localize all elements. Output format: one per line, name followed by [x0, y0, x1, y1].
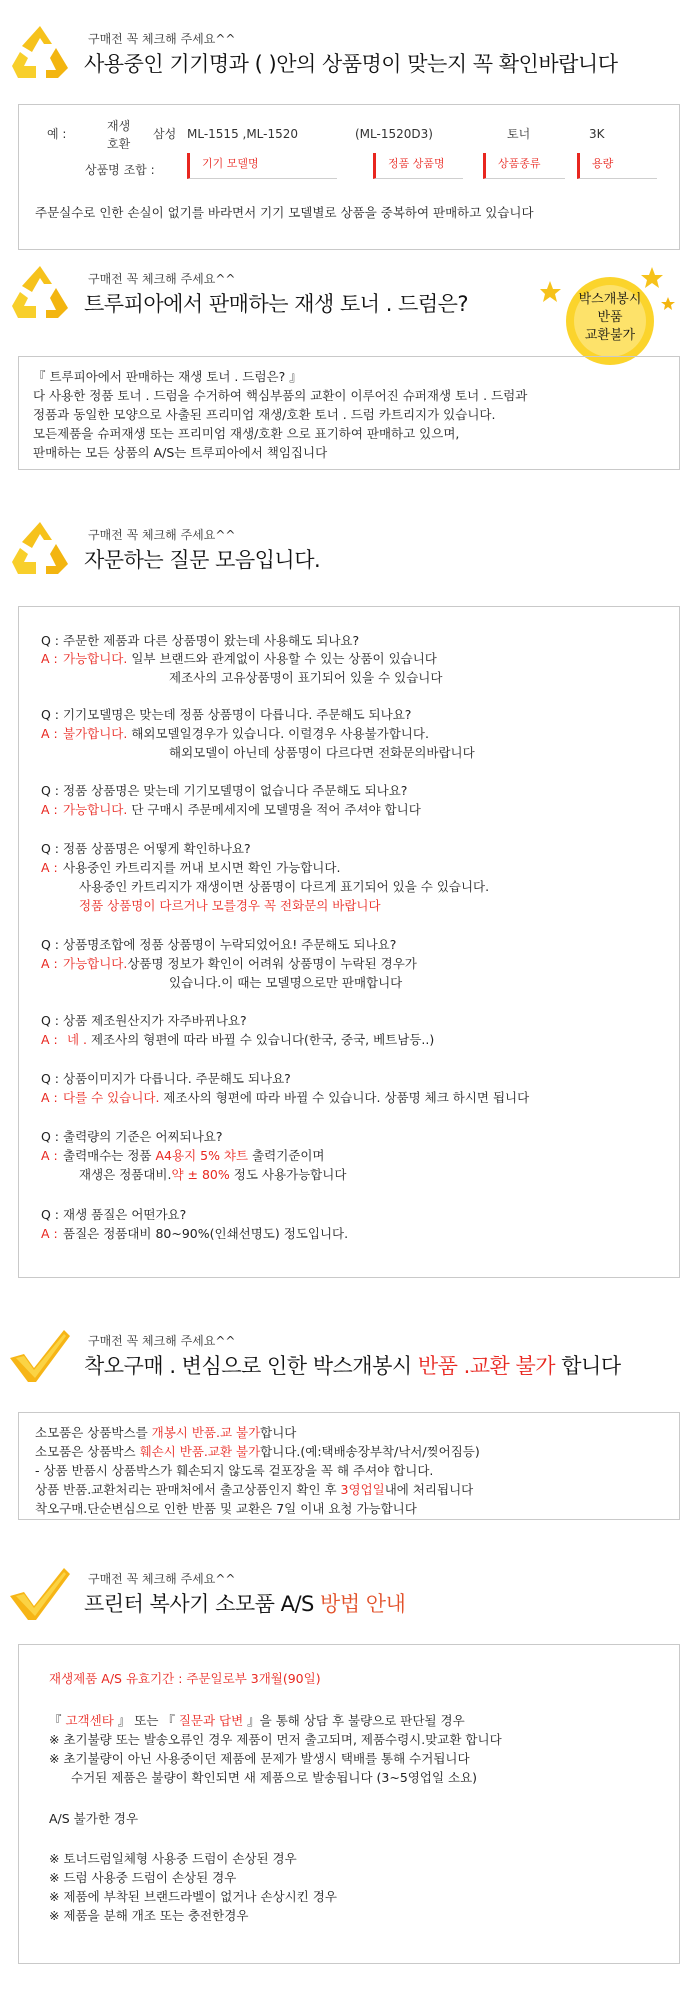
section5-line: 『 고객센타 』 또는 『 질문과 답변 』을 통해 상담 후 불량으로 판단될 경우: [49, 1713, 465, 1728]
section1-small-title: 구매전 꼭 체크해 주세요^^: [88, 32, 236, 46]
combo-part-product: 정품 상품명: [373, 153, 463, 179]
faq-question: Q : 주문한 제품과 다른 상품명이 왔는데 사용해도 되나요?: [41, 633, 360, 648]
faq-answer: A : 가능합니다.상품명 정보가 확인이 어려워 상품명이 누락된 경우가: [41, 956, 417, 971]
section5-title: 프린터 복사기 소모품 A/S 방법 안내: [84, 1592, 406, 1616]
faq-question: Q : 기기모델명은 맞는데 정품 상품명이 다릅니다. 주문해도 되나요?: [41, 707, 412, 722]
recycle-icon: [6, 262, 74, 324]
faq-question: Q : 정품 상품명은 맞는데 기기모델명이 없습니다 주문해도 되나요?: [41, 783, 408, 798]
faq-answer-extra: 사용중인 카트리지가 재생이면 상품명이 다르게 표기되어 있을 수 있습니다.: [79, 879, 490, 894]
faq-question: Q : 상품 제조원산지가 자주바뀌나요?: [41, 1013, 247, 1028]
section2-line: 다 사용한 정품 토너 . 드럼을 수거하여 핵심부품의 교환이 이루어진 슈퍼재생 토너 . 드럼과: [33, 388, 528, 403]
section4-line: 착오구매.단순변심으로 인한 반품 및 교환은 7일 이내 요청 가능합니다: [35, 1501, 417, 1516]
section4-header: [0, 1318, 700, 1388]
faq-answer-extra-red: 정품 상품명이 다르거나 모를경우 꼭 전화문의 바랍니다: [79, 898, 381, 913]
faq-answer: A : 불가합니다. 해외모델일경우가 있습니다. 이럴경우 사용불가합니다.: [41, 726, 429, 741]
kind-text: 토너: [507, 127, 531, 141]
section5-box: [18, 1644, 680, 1964]
section1-header: [0, 16, 700, 86]
section5-line: ※ 초기불량 또는 발송오류인 경우 제품이 먼저 출고되며, 제품수령시.맞교환 합니다: [49, 1732, 502, 1747]
brand-text: 삼성: [153, 127, 177, 141]
combo-part-kind: 상품종류: [483, 153, 565, 179]
faq-question: Q : 상품명조합에 정품 상품명이 누락되었어요! 주문해도 되나요?: [41, 937, 397, 952]
faq-question: Q : 재생 품질은 어떤가요?: [41, 1207, 187, 1222]
as-unavailable-item: ※ 제품을 분해 개조 또는 충전한경우: [49, 1908, 249, 1923]
section2-line: 정품과 동일한 모양으로 사출된 프리미엄 재생/호환 토너 . 드럼 카트리지가 있습니다.: [33, 407, 496, 422]
section2-line: 모든제품을 슈퍼재생 또는 프리미엄 재생/호환 으로 표기하여 판매하고 있으며,: [33, 426, 460, 441]
capacity-text: 3K: [589, 127, 605, 141]
section4-box: [18, 1412, 680, 1520]
checkmark-icon: [6, 1562, 74, 1624]
combo-part-model: 기기 모델명: [187, 153, 337, 179]
faq-answer-extra: 해외모델이 아닌데 상품명이 다르다면 전화문의바랍니다: [169, 745, 475, 760]
badge-text: [540, 291, 680, 345]
faq-answer: A : 가능합니다. 일부 브랜드와 관계없이 사용할 수 있는 상품이 있습니다: [41, 651, 437, 666]
as-unavailable-item: ※ 제품에 부착된 브랜드라벨이 없거나 손상시킨 경우: [49, 1889, 337, 1904]
section5-header: [0, 1556, 700, 1626]
section3-box: [18, 606, 680, 1278]
badge-line-1: 박스개봉시: [578, 292, 642, 307]
faq-answer: A : 다를 수 있습니다. 제조사의 형편에 따라 바뀔 수 있습니다. 상품명 체크 하시면 됩니다: [41, 1090, 530, 1105]
faq-answer-extra: 있습니다.이 때는 모델명으로만 판매합니다: [169, 975, 403, 990]
faq-answer: A : 네 . 제조사의 형편에 따라 바뀔 수 있습니다(한국, 중국, 베트남등..): [41, 1032, 435, 1047]
model-text: ML-1515 ,ML-1520: [187, 127, 299, 141]
product-code-text: (ML-1520D3): [355, 127, 433, 141]
no-return-badge: [540, 263, 680, 371]
recycle-icon: [6, 518, 74, 580]
faq-answer-extra: 재생은 정품대비.약 ± 80% 정도 사용가능합니다: [79, 1167, 347, 1182]
example-label: 예 :: [47, 127, 67, 141]
section5-small-title: 구매전 꼭 체크해 주세요^^: [88, 1572, 236, 1586]
section2-line: 『 트루피아에서 판매하는 재생 토너 . 드럼은? 』: [33, 369, 302, 384]
regen-label-2: 호환: [107, 137, 131, 151]
as-unavailable-item: ※ 드럼 사용중 드럼이 손상된 경우: [49, 1870, 237, 1885]
faq-answer: A : 품질은 정품대비 80~90%(인쇄선명도) 정도입니다.: [41, 1226, 349, 1241]
section1-note: 주문실수로 인한 손실이 없기를 바라면서 기기 모델별로 상품을 중복하여 판매하고 있습니다: [35, 205, 534, 220]
faq-answer: A : 사용중인 카트리지를 꺼내 보시면 확인 가능합니다.: [41, 860, 341, 875]
faq-answer-extra: 제조사의 고유상품명이 표기되어 있을 수 있습니다: [169, 670, 443, 685]
combo-label: 상품명 조합 :: [85, 163, 155, 177]
as-unavailable-title: A/S 불가한 경우: [49, 1811, 139, 1826]
section2-title: 트루피아에서 판매하는 재생 토너 . 드럼은?: [84, 292, 469, 316]
regen-label-1: 재생: [107, 119, 131, 133]
faq-answer: A : 가능합니다. 단 구매시 주문메세지에 모델명을 적어 주셔야 합니다: [41, 802, 421, 817]
faq-question: Q : 정품 상품명은 어떻게 확인하나요?: [41, 841, 251, 856]
section2-box: [18, 356, 680, 470]
section3-title: 자문하는 질문 모음입니다.: [84, 548, 321, 572]
section1-title: 사용중인 기기명과 ( )안의 상품명이 맞는지 꼭 확인바랍니다: [84, 52, 618, 76]
section5-line: 수거된 제품은 불량이 확인되면 새 제품으로 발송됩니다 (3~5영업일 소요): [71, 1770, 478, 1785]
section1-box: [18, 104, 680, 250]
section4-line: 소모품은 상품박스 훼손시 반품.교환 불가합니다.(예:택배송장부착/낙서/찢어짐등): [35, 1444, 480, 1459]
section3-small-title: 구매전 꼭 체크해 주세요^^: [88, 528, 236, 542]
section5-line: ※ 초기불량이 아닌 사용중이던 제품에 문제가 발생시 택배를 통해 수거됩니다: [49, 1751, 470, 1766]
section4-line: - 상품 반품시 상품박스가 훼손되지 않도록 겉포장을 꼭 해 주셔야 합니다.: [35, 1463, 434, 1478]
warranty-period: 재생제품 A/S 유효기간 : 주문일로부 3개월(90일): [49, 1671, 321, 1686]
combo-part-capacity: 용량: [577, 153, 657, 179]
faq-question: Q : 상품이미지가 다릅니다. 주문해도 되나요?: [41, 1071, 291, 1086]
section4-title: 착오구매 . 변심으로 인한 박스개봉시 반품 .교환 불가 합니다: [84, 1354, 621, 1378]
faq-answer: A : 출력매수는 정품 A4용지 5% 챠트 출력기준이며: [41, 1148, 325, 1163]
section3-header: [0, 512, 700, 582]
faq-question: Q : 출력량의 기준은 어찌되나요?: [41, 1129, 223, 1144]
section2-line: 판매하는 모든 상품의 A/S는 트루피아에서 책임집니다: [33, 445, 328, 460]
checkmark-icon: [6, 1324, 74, 1386]
badge-line-3: 교환불가: [584, 328, 636, 343]
recycle-icon: [6, 22, 74, 84]
badge-line-2: 반품: [597, 310, 623, 325]
section2-small-title: 구매전 꼭 체크해 주세요^^: [88, 272, 236, 286]
section4-line: 상품 반품.교환처리는 판매처에서 출고상품인지 확인 후 3영업일내에 처리됩니다: [35, 1482, 474, 1497]
section4-small-title: 구매전 꼭 체크해 주세요^^: [88, 1334, 236, 1348]
as-unavailable-item: ※ 토너드럼일체형 사용중 드럼이 손상된 경우: [49, 1851, 297, 1866]
section4-line: 소모품은 상품박스를 개봉시 반품.교 불가합니다: [35, 1425, 297, 1440]
